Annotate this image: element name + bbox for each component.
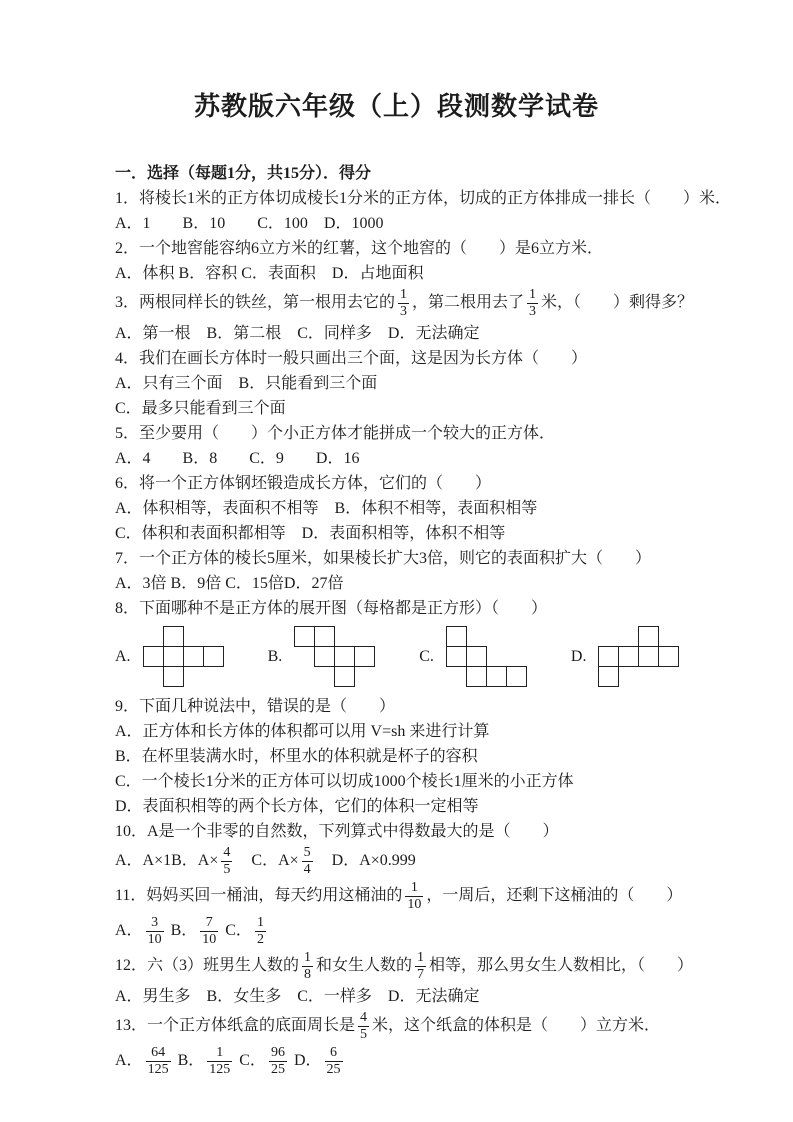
net-cell	[446, 646, 467, 667]
option-row	[115, 984, 703, 1009]
fraction	[415, 950, 426, 983]
fraction-denominator: 2	[256, 932, 264, 947]
net-cell	[183, 646, 204, 667]
question-text	[115, 546, 703, 571]
fraction-numerator: 1	[304, 950, 312, 965]
text-run: 米，这个纸盒的体积是（ ）立方米．	[372, 1017, 661, 1035]
option-row	[115, 844, 703, 879]
fraction-numerator: 3	[151, 915, 159, 930]
text-run: C．A×	[235, 852, 299, 870]
question-text	[115, 879, 703, 914]
cube-net-option	[268, 626, 376, 687]
net-option-label: D.	[570, 648, 587, 665]
cube-net-diagram	[598, 626, 679, 687]
fraction-numerator: 1	[400, 287, 408, 302]
text-run: B．在杯里装满水时，杯里水的体积就是杯子的容积	[115, 748, 478, 765]
text-run: ，第二根用去了	[412, 294, 525, 312]
fraction-numerator: 96	[270, 1045, 285, 1060]
question-text	[115, 286, 703, 321]
text-run: A．1 B．10 C．100 D．1000	[115, 215, 384, 232]
cube-net-option	[115, 626, 224, 687]
option-row	[115, 914, 703, 949]
cube-net-option	[571, 626, 680, 687]
text-run: 8．下面哪种不是正方体的展开图（每格都是正方形）（ ）	[115, 600, 548, 617]
net-option-label: B.	[267, 648, 283, 665]
cube-net-diagram	[294, 626, 375, 687]
net-option-label: C.	[419, 648, 434, 665]
text-run: A．第一根 B．第二根 C．同样多 D．无法确定	[115, 325, 480, 342]
fraction	[358, 1010, 369, 1043]
text-run: 1．将棱长1米的正方体切成棱长1分米的正方体，切成的正方体排成一排长（ ）米．	[115, 190, 732, 207]
net-cell	[334, 666, 355, 687]
fraction-numerator: 4	[360, 1010, 368, 1025]
text-run: 4．我们在画长方体时一般只画出三个面，这是因为长方体（ ）	[115, 350, 588, 367]
fraction-numerator: 1	[216, 1045, 224, 1060]
text-run: A．男生多 B．女生多 C．一样多 D．无法确定	[115, 988, 480, 1005]
option-row	[115, 371, 703, 396]
question-text	[115, 819, 703, 844]
fraction-denominator: 10	[147, 932, 162, 947]
text-run: 9．下面几种说法中，错误的是（ ）	[115, 698, 396, 715]
option-row	[115, 211, 703, 236]
fraction-numerator: 1	[529, 287, 537, 302]
text-run: 一．选择（每题1分，共15分）．得分	[115, 165, 372, 182]
text-run: D．	[289, 1052, 322, 1070]
text-run: 6．将一个正方体钢坯锻造成长方体，它们的（ ）	[115, 475, 492, 492]
option-row	[115, 396, 703, 421]
net-cell	[314, 626, 335, 647]
fraction	[221, 845, 232, 878]
fraction	[269, 1045, 287, 1078]
option-row	[115, 719, 703, 744]
text-run: 13．一个正方体纸盒的底面周长是	[115, 1017, 356, 1035]
text-run: A．A×1B．A×	[115, 852, 219, 870]
text-run: C．一个棱长1分米的正方体可以切成1000个棱长1厘米的小正方体	[115, 773, 574, 790]
question-text	[115, 186, 732, 211]
fraction-denominator: 3	[529, 304, 537, 319]
net-cell	[163, 646, 184, 667]
question-text	[115, 346, 703, 371]
question-text	[115, 596, 703, 621]
fraction	[302, 845, 313, 878]
question-text	[115, 694, 703, 719]
fraction	[405, 880, 423, 913]
question-text	[115, 949, 703, 984]
text-run: B．	[166, 922, 198, 940]
net-cell	[638, 646, 659, 667]
option-row	[115, 321, 703, 346]
text-run: A．	[115, 1052, 143, 1070]
question-text	[115, 471, 703, 496]
fraction-numerator: 5	[303, 845, 311, 860]
net-cell	[598, 666, 619, 687]
fraction-numerator: 1	[417, 950, 425, 965]
text-run: A．正方体和长方体的体积都可以用 V=sh 来进行计算	[115, 723, 490, 740]
text-run: A．	[115, 922, 143, 940]
question-text	[115, 236, 703, 261]
fraction-numerator: 1	[410, 880, 418, 895]
text-run: C．最多只能看到三个面	[115, 400, 286, 417]
option-row	[115, 769, 703, 794]
fraction	[255, 915, 266, 948]
fraction-numerator: 4	[223, 845, 231, 860]
option-row	[115, 496, 703, 521]
option-row	[115, 744, 703, 769]
net-cell	[314, 646, 335, 667]
net-cell	[506, 666, 527, 687]
fraction	[302, 950, 313, 983]
fraction-denominator: 4	[303, 862, 311, 877]
fraction	[207, 1045, 232, 1078]
text-run: ，一周后，还剩下这桶油的（ ）	[426, 887, 683, 905]
text-run: 7．一个正方体的棱长5厘米，如果棱长扩大3倍，则它的表面积扩大（ ）	[115, 550, 652, 567]
option-row	[115, 571, 703, 596]
text-run: D．表面积相等的两个长方体，它们的体积一定相等	[115, 798, 479, 815]
fraction-denominator: 125	[209, 1062, 231, 1077]
text-run: 米，（ ）剩得多？	[541, 294, 694, 312]
fraction-numerator: 6	[330, 1045, 337, 1060]
fraction-denominator: 7	[417, 967, 425, 982]
option-row	[115, 794, 703, 819]
fraction-denominator: 125	[147, 1062, 169, 1077]
cube-net-diagram	[446, 626, 527, 687]
section-header	[115, 161, 703, 186]
net-cell	[203, 646, 224, 667]
cube-net-option	[419, 626, 527, 687]
net-cell	[618, 646, 639, 667]
page-title: 苏教版六年级（上）段测数学试卷	[193, 92, 599, 121]
net-option-label: A.	[115, 648, 131, 665]
net-cell	[143, 646, 164, 667]
text-run: C．	[235, 1052, 266, 1070]
text-run: C．	[221, 922, 252, 940]
fraction	[325, 1045, 343, 1078]
fraction-denominator: 25	[270, 1062, 285, 1077]
text-run: 5．至少要用（ ）个小正方体才能拼成一个较大的正方体．	[115, 425, 556, 442]
net-cell	[466, 646, 487, 667]
fraction-denominator: 5	[360, 1027, 368, 1042]
fraction	[146, 915, 164, 948]
text-run: 2．一个地窖能容纳6立方米的红薯，这个地窖的（ ）是6立方米．	[115, 240, 604, 257]
question-text	[115, 421, 703, 446]
fraction-denominator: 5	[223, 862, 231, 877]
option-row	[115, 1044, 703, 1079]
option-row	[115, 446, 703, 471]
net-cell	[334, 646, 355, 667]
question-text	[115, 1009, 703, 1044]
net-cell	[163, 626, 184, 647]
text-run: A．体积 B．容积 C．表面积 D．占地面积	[115, 265, 424, 282]
fraction-denominator: 10	[407, 897, 422, 912]
text-run: A．只有三个面 B．只能看到三个面	[115, 375, 378, 392]
text-run: A．3倍 B．9倍 C．15倍D．27倍	[115, 575, 344, 592]
text-run: 10．A是一个非零的自然数，下列算式中得数最大的是（ ）	[115, 823, 559, 840]
fraction-numerator: 1	[256, 915, 264, 930]
fraction-denominator: 10	[202, 932, 217, 947]
net-cell	[354, 646, 375, 667]
fraction-denominator: 25	[326, 1062, 341, 1077]
text-run: 3．两根同样长的铁丝，第一根用去它的	[115, 294, 396, 312]
net-cell	[598, 646, 619, 667]
fraction	[527, 287, 538, 320]
cube-net-diagram	[143, 626, 224, 687]
net-cell	[163, 666, 184, 687]
fraction	[398, 287, 409, 320]
text-run: 11．妈妈买回一桶油，每天约用这桶油的	[115, 887, 403, 905]
fraction	[200, 915, 218, 948]
text-run: D．A×0.999	[315, 852, 416, 870]
document-body	[115, 161, 732, 1079]
net-cell	[446, 626, 467, 647]
text-run: B．	[173, 1052, 205, 1070]
fraction-numerator: 7	[205, 915, 213, 930]
text-run: A．4 B．8 C．9 D．16	[115, 450, 360, 467]
net-cell	[294, 626, 315, 647]
option-row	[115, 261, 703, 286]
text-run: C．体积和表面积都相等 D．表面积相等，体积不相等	[115, 525, 506, 542]
net-cell	[658, 646, 679, 667]
option-row	[115, 521, 703, 546]
text-run: 12．六（3）班男生人数的	[115, 957, 300, 975]
fraction-denominator: 3	[400, 304, 408, 319]
cube-net-options	[115, 621, 703, 694]
net-cell	[466, 666, 487, 687]
text-run: 相等，那么男女生人数相比，（ ）	[429, 957, 694, 975]
net-cell	[486, 666, 507, 687]
text-run: A．体积相等，表面积不相等 B．体积不相等，表面积相等	[115, 500, 538, 517]
text-run: 和女生人数的	[316, 957, 413, 975]
net-cell	[638, 626, 659, 647]
fraction-denominator: 8	[304, 967, 312, 982]
fraction-numerator: 64	[151, 1045, 166, 1060]
fraction	[146, 1045, 171, 1078]
